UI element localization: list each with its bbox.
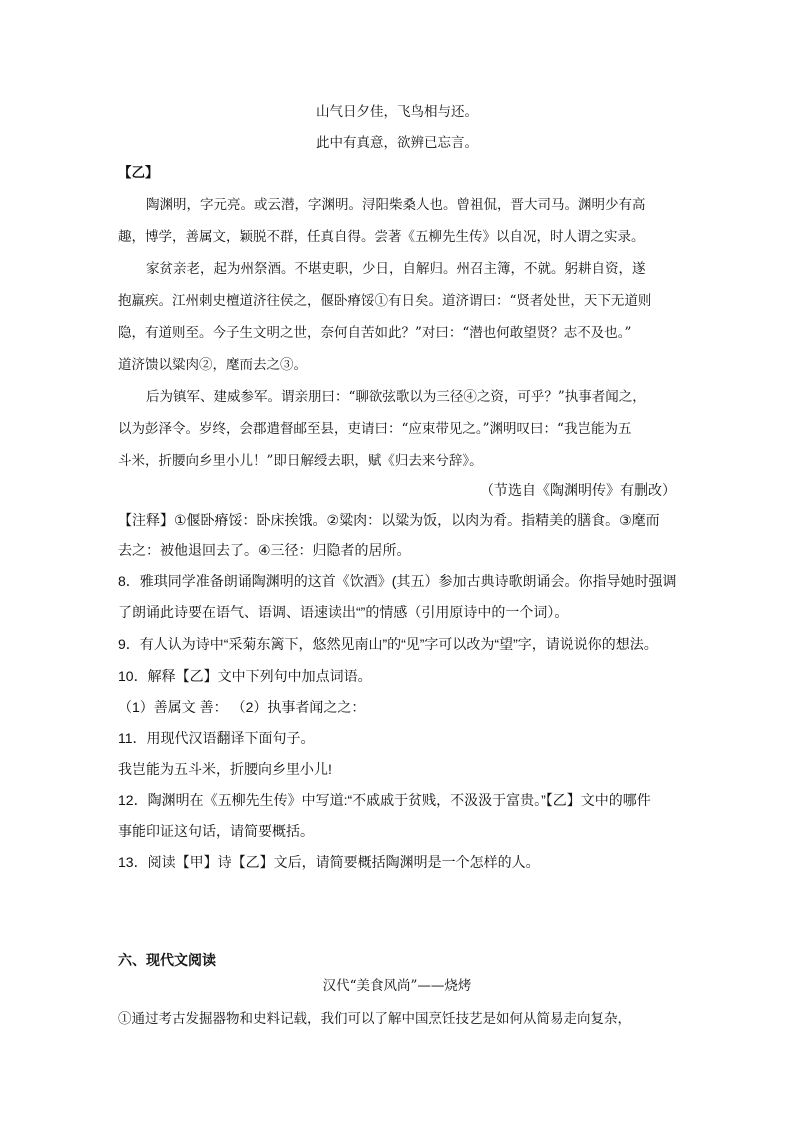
question-11: 11．用现代汉语翻译下面句子。 — [118, 730, 315, 746]
notes-line: 【注释】①偃卧瘠馁：卧床挨饿。②粱肉：以粱为饭，以肉为肴。指精美的膳食。③麾而 — [118, 512, 660, 528]
question-13: 13．阅读【甲】诗【乙】文后，请简要概括陶渊明是一个怎样的人。 — [118, 854, 540, 870]
article-title: 汉代“美食风尚”——烧烤 — [322, 978, 472, 994]
poem-line: 此中有真意，欲辨已忘言。 — [316, 135, 478, 151]
passage-line: 后为镇军、建威参军。谓亲朋曰：“聊欲弦歌以为三径④之资，可乎？”执事者闻之， — [146, 389, 646, 405]
section-6-heading: 六、现代文阅读 — [118, 952, 216, 968]
question-11-sentence: 我岂能为五斗米，折腰向乡里小儿! — [118, 761, 332, 777]
question-10-items: （1）善属文 善： （2）执事者闻之之： — [118, 699, 366, 715]
passage-source: （节选自《陶渊明传》有删改） — [480, 482, 676, 498]
passage-line: 以为彭泽令。岁终，会郡遣督邮至县，吏请曰：“应束带见之。”渊明叹曰：“我岂能为五 — [118, 421, 632, 437]
poem-line: 山气日夕佳，飞鸟相与还。 — [316, 104, 478, 120]
passage-line: 陶渊明，字元亮。或云潜，字渊明。浔阳柴桑人也。曾祖侃，晋大司马。渊明少有高 — [146, 197, 646, 213]
passage-line: 隐，有道则至。今子生文明之世，奈何自苦如此？”对曰：“潜也何敢望贤？志不及也。” — [118, 325, 632, 341]
passage-line: 家贫亲老，起为州祭酒。不堪吏职，少日，自解归。州召主簿，不就。躬耕自资，遂 — [146, 261, 646, 277]
question-12: 12．陶渊明在《五柳先生传》中写道:“不戚戚于贫贱，不汲汲于富贵。”【乙】文中的哪件 — [118, 792, 651, 808]
question-9: 9．有人认为诗中“采菊东篱下，悠然见南山”的“见”字可以改为“望”字，请说说你的想法。 — [118, 636, 658, 652]
question-12: 事能印证这句话，请简要概括。 — [118, 823, 314, 839]
question-8: 了朗诵此诗要在语气、语调、语速读出“”的情感（引用原诗中的一个词）。 — [118, 604, 569, 620]
notes-line: 去之：被他退回去了。④三径：归隐者的居所。 — [118, 542, 411, 558]
question-10: 10．解释【乙】文中下列句中加点词语。 — [118, 668, 372, 684]
passage-line: 斗米，折腰向乡里小儿！”即日解绶去职，赋《归去来兮辞》。 — [118, 453, 483, 469]
passage-line: 道济馈以粱肉②，麾而去之③。 — [118, 357, 307, 373]
section-heading-yi: 【乙】 — [118, 165, 159, 181]
passage-line: 抱羸疾。江州刺史檀道济往侯之，偃卧瘠馁①有日矣。道济谓曰：“贤者处世，天下无道则 — [118, 293, 652, 309]
question-8: 8．雅琪同学准备朗诵陶渊明的这首《饮酒》(其五）参加古典诗歌朗诵会。你指导她时强调 — [118, 573, 677, 589]
article-paragraph: ①通过考古发掘器物和史料记载，我们可以了解中国烹饪技艺是如何从简易走向复杂， — [118, 1011, 631, 1027]
passage-line: 趣，博学，善属文，颖脱不群，任真自得。尝著《五柳先生传》以自况，时人谓之实录。 — [118, 229, 645, 245]
